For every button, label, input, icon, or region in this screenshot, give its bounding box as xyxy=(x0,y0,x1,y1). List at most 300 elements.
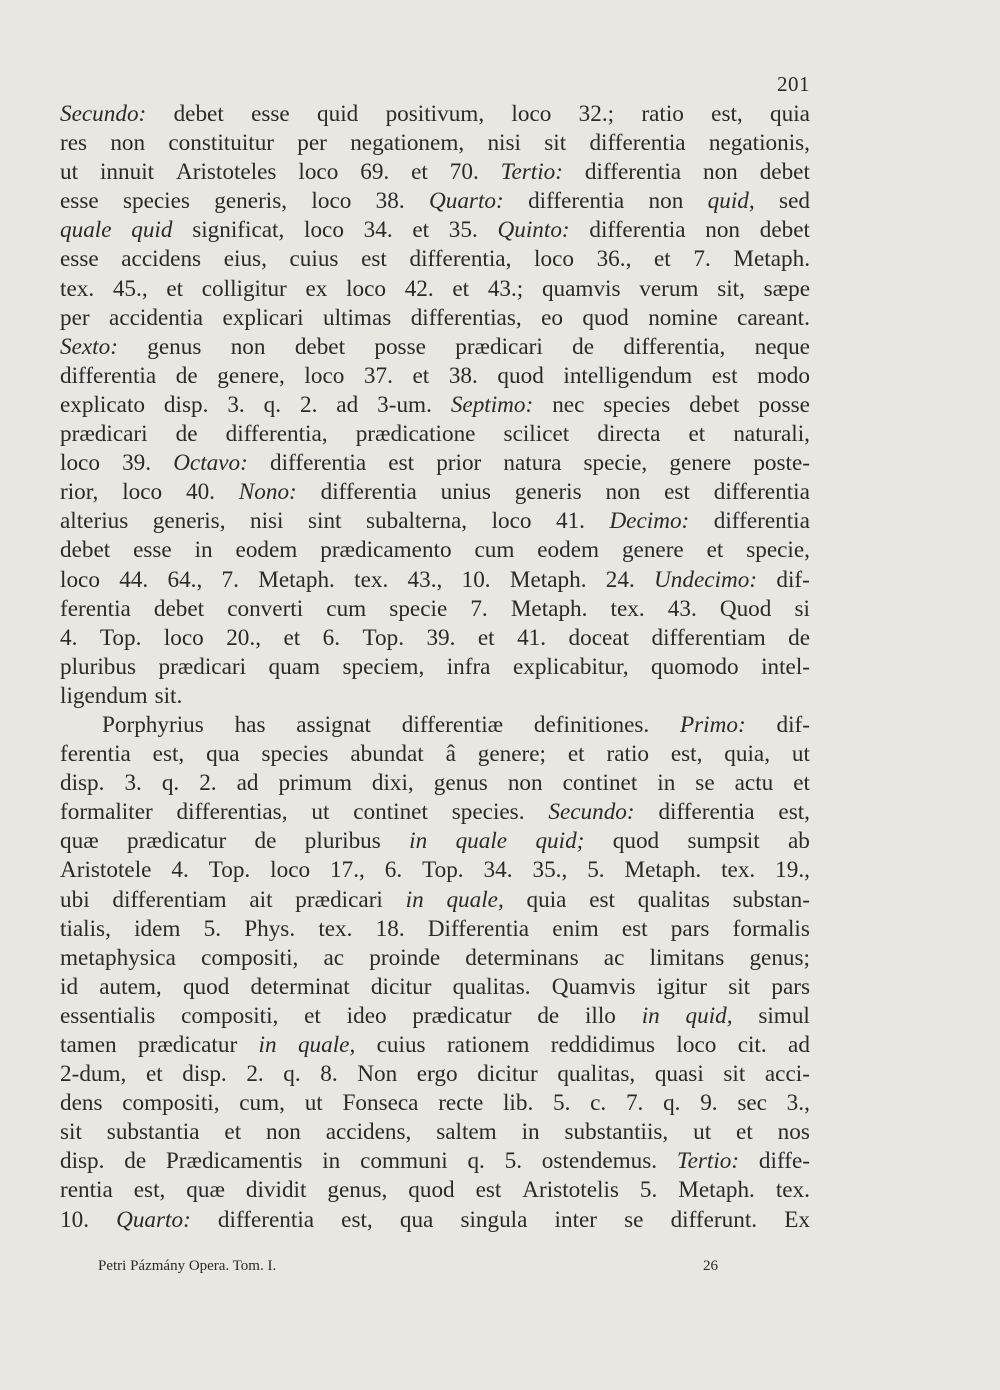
word: speciem, xyxy=(342,653,425,680)
word: dixi, xyxy=(371,770,414,797)
word: et xyxy=(412,362,430,389)
text-line xyxy=(60,158,810,187)
word: et xyxy=(411,159,428,186)
word: differentiæ xyxy=(401,711,504,738)
word: cuius xyxy=(289,246,339,273)
word: 35., xyxy=(532,857,568,884)
word: loco xyxy=(676,1032,717,1058)
word: tex. xyxy=(60,275,95,302)
word: si xyxy=(794,595,810,622)
word: differentiam xyxy=(651,624,766,651)
word: ultimas xyxy=(322,304,392,331)
italic-word: quale, xyxy=(446,886,504,913)
word: differentia xyxy=(528,188,625,215)
word: qualitas. xyxy=(452,973,531,1000)
word: et xyxy=(224,1119,242,1146)
word: qua xyxy=(206,741,240,768)
word: ex xyxy=(305,275,328,302)
italic-word: Nono: xyxy=(238,479,297,506)
word: ratio xyxy=(606,741,649,768)
italic-word: in xyxy=(258,1032,277,1058)
word: pluribus xyxy=(304,828,381,855)
word: Fonseca xyxy=(342,1090,419,1117)
word: in xyxy=(657,770,676,797)
word: specie, xyxy=(746,537,810,564)
word: loco xyxy=(491,508,532,535)
word: 18. xyxy=(375,915,405,942)
word: dif- xyxy=(776,711,810,738)
word: quia, xyxy=(724,741,771,768)
word: disp. xyxy=(182,1061,227,1088)
word: 40. xyxy=(185,479,215,506)
italic-word: quid, xyxy=(685,1002,733,1029)
text-line xyxy=(60,624,810,653)
word: et xyxy=(166,275,184,302)
word: et xyxy=(283,624,301,651)
word: 2-dum, xyxy=(60,1061,127,1088)
word: nomine xyxy=(648,304,718,331)
word: est, xyxy=(670,741,703,768)
text-line xyxy=(60,1206,810,1235)
word: accidens xyxy=(121,246,202,273)
word: acci- xyxy=(764,1061,810,1088)
word: cuius xyxy=(376,1032,426,1058)
text-line xyxy=(60,478,810,507)
word: non xyxy=(110,130,146,157)
text-line xyxy=(60,275,810,304)
italic-word: in xyxy=(409,828,428,855)
text-line xyxy=(60,362,810,391)
word: verum xyxy=(639,275,699,302)
word: differentia xyxy=(584,159,682,186)
word: essentialis xyxy=(60,1002,156,1029)
word: per xyxy=(297,130,327,157)
word: 34. xyxy=(363,217,393,244)
word: species xyxy=(603,391,671,418)
word: recte xyxy=(438,1090,484,1117)
word: non xyxy=(648,188,684,215)
text-line xyxy=(60,915,810,944)
word: et xyxy=(567,741,585,768)
word: substan- xyxy=(732,886,810,913)
text-line xyxy=(60,216,810,245)
italic-word: Sexto: xyxy=(60,333,118,360)
word: esse xyxy=(60,246,99,273)
word: prædicatur xyxy=(127,828,227,855)
word: 24. xyxy=(605,566,635,593)
word: loco xyxy=(534,246,574,273)
word: actu xyxy=(734,770,774,797)
word: debet xyxy=(153,595,205,622)
word: sumpsit xyxy=(687,828,760,855)
word: quia xyxy=(770,101,810,127)
word: continet xyxy=(353,799,428,826)
word: determinat xyxy=(250,973,350,1000)
word: Top. xyxy=(208,857,251,884)
text-line xyxy=(60,536,810,565)
word: sit xyxy=(728,973,751,1000)
text-line xyxy=(60,682,810,711)
word: compositi, xyxy=(181,1002,279,1029)
word: genere; xyxy=(477,741,546,768)
word: nos xyxy=(777,1119,810,1146)
word: est xyxy=(711,362,738,389)
word: q. xyxy=(263,391,282,418)
word: differentia xyxy=(270,450,367,477)
word: quod xyxy=(182,973,230,1000)
word: 20., xyxy=(226,624,261,651)
word: differentia, xyxy=(623,333,726,360)
word: ideo xyxy=(346,1002,387,1029)
text-line xyxy=(60,245,810,274)
word: tex. xyxy=(721,857,756,884)
italic-word: quale xyxy=(455,828,508,855)
word: 36., xyxy=(596,246,632,273)
word: â xyxy=(445,741,456,768)
word: nisi xyxy=(487,130,521,157)
word: ut xyxy=(791,741,810,768)
word: 5. xyxy=(504,1148,522,1175)
word: 3-um. xyxy=(377,391,432,418)
page-footer xyxy=(98,1258,718,1275)
word: primum xyxy=(278,770,352,797)
word: de xyxy=(572,333,595,360)
word: debet xyxy=(173,101,224,127)
word: sed xyxy=(779,188,810,215)
word: cit. xyxy=(737,1032,767,1058)
word: de xyxy=(788,624,810,651)
text-line xyxy=(60,973,810,1002)
text-line xyxy=(60,187,810,216)
word: c. xyxy=(590,1090,607,1117)
word: species. xyxy=(451,799,525,826)
word: explicato xyxy=(60,391,145,418)
word: de xyxy=(124,1148,147,1175)
word: 8. xyxy=(320,1061,338,1088)
word: differentia xyxy=(217,1206,315,1233)
word: de xyxy=(175,421,198,448)
word: Quamvis xyxy=(551,973,636,1000)
word: explicari xyxy=(222,304,304,331)
word: et xyxy=(736,1119,753,1146)
word: innuit xyxy=(99,159,155,186)
word: genus, xyxy=(327,1177,388,1204)
word: genere xyxy=(621,537,684,564)
word: loco xyxy=(163,624,204,651)
word: se xyxy=(695,770,715,797)
text-line xyxy=(60,1089,810,1118)
body-text xyxy=(60,100,810,1235)
word: explicabitur, xyxy=(512,653,629,680)
word: non xyxy=(266,1119,301,1146)
word: et xyxy=(477,624,495,651)
word: 70. xyxy=(449,159,479,186)
word: directa xyxy=(597,421,661,448)
word: Differentia xyxy=(427,915,530,942)
word: Metaph. xyxy=(678,1177,755,1204)
word: formalis xyxy=(732,915,810,942)
word: q. xyxy=(467,1148,485,1175)
word: 5. xyxy=(587,857,605,884)
word: non xyxy=(702,159,738,186)
word: lib. xyxy=(502,1090,534,1117)
word: 42. xyxy=(404,275,434,302)
word: differentia xyxy=(60,362,157,389)
word: quasi xyxy=(654,1061,704,1088)
italic-word: quale, xyxy=(297,1032,356,1058)
word: debet xyxy=(759,217,810,244)
word: loco xyxy=(60,450,100,477)
word: tialis, xyxy=(60,915,111,942)
word: disp. xyxy=(163,391,209,418)
word: ratio xyxy=(641,101,684,127)
word: loco xyxy=(304,362,345,389)
word: prior xyxy=(436,450,482,477)
word: ergo xyxy=(416,1061,458,1088)
word: in xyxy=(521,1119,540,1146)
word: 3., xyxy=(786,1090,810,1117)
word: tamen xyxy=(60,1032,117,1058)
italic-word: in xyxy=(405,886,424,913)
word: est, xyxy=(778,799,810,826)
word: significat, xyxy=(192,217,285,244)
word: generis xyxy=(514,479,582,506)
word: intelligendum xyxy=(563,362,693,389)
word: negationem, xyxy=(350,130,465,157)
word: quomodo xyxy=(651,653,739,680)
word: colligitur xyxy=(201,275,287,302)
word: dicitur xyxy=(477,1061,538,1088)
word: est xyxy=(664,479,690,506)
word: igitur xyxy=(656,973,707,1000)
italic-word: quale xyxy=(60,217,112,244)
word: qualitas, xyxy=(557,1061,636,1088)
word: 34. xyxy=(483,857,513,884)
word: ut xyxy=(304,1090,323,1117)
word: cum, xyxy=(239,1090,285,1117)
word: 35. xyxy=(448,217,478,244)
word: compositi, xyxy=(201,944,299,971)
word: cum xyxy=(326,595,367,622)
word: Quod xyxy=(719,595,772,622)
word: prædicatione xyxy=(355,421,476,448)
word: 3. xyxy=(227,391,245,418)
word: est xyxy=(475,1177,502,1204)
word: 6. xyxy=(384,857,403,884)
word: 2. xyxy=(299,391,318,418)
word: et xyxy=(688,421,706,448)
text-line xyxy=(60,944,810,973)
word: loco xyxy=(298,159,339,186)
word: Aristotele xyxy=(60,857,152,884)
word: qua xyxy=(399,1206,434,1233)
word: loco xyxy=(346,275,386,302)
word: limitans xyxy=(649,944,725,971)
word: 39. xyxy=(426,624,456,651)
word: esse xyxy=(251,101,290,127)
word: in xyxy=(322,1148,341,1175)
word: q. xyxy=(161,770,180,797)
word: Metaph. xyxy=(509,566,587,593)
word: Prædicamentis xyxy=(165,1148,303,1175)
word: dens xyxy=(60,1090,103,1117)
word: est xyxy=(621,915,648,942)
word: ait xyxy=(249,886,273,913)
word: Non xyxy=(357,1061,398,1088)
word: posse xyxy=(374,333,426,360)
word: Porphyrius xyxy=(102,711,204,738)
word: differentias, xyxy=(410,304,522,331)
word: sint xyxy=(307,508,342,535)
italic-word: in xyxy=(641,1002,660,1029)
word: 19., xyxy=(775,857,810,884)
word: Metaph. xyxy=(510,595,588,622)
word: unius xyxy=(440,479,491,506)
word: alterius xyxy=(60,508,129,535)
word: Top. xyxy=(99,624,142,651)
italic-word: Secundo: xyxy=(60,101,147,127)
word: res xyxy=(60,130,88,157)
word: 43.; xyxy=(487,275,524,302)
word: sit. xyxy=(154,682,183,709)
text-line xyxy=(60,769,810,798)
word: 4. xyxy=(171,857,189,884)
word: diffe- xyxy=(758,1148,810,1175)
word: ut xyxy=(693,1119,712,1146)
text-line xyxy=(60,333,810,362)
text-line xyxy=(60,391,810,420)
word: quod xyxy=(582,304,629,331)
word: natura xyxy=(503,450,562,477)
word: genere, xyxy=(217,362,285,389)
word: esse xyxy=(60,188,99,215)
italic-word: Secundo: xyxy=(548,799,635,826)
word: tex. xyxy=(318,915,353,942)
word: quæ xyxy=(60,828,99,855)
word: eo xyxy=(541,304,563,331)
word: est, xyxy=(152,741,185,768)
italic-word: quid, xyxy=(707,188,755,215)
word: enim xyxy=(552,915,599,942)
word: doceat xyxy=(568,624,630,651)
word: debet xyxy=(759,159,810,186)
word: prædicari xyxy=(60,421,148,448)
italic-word: Decimo: xyxy=(609,508,690,535)
word: specie xyxy=(389,595,448,622)
word: Aristoteles xyxy=(176,159,277,186)
word: 7. xyxy=(625,1090,644,1117)
word: esse xyxy=(133,537,172,564)
word: assignat xyxy=(296,711,371,738)
text-line xyxy=(60,1118,810,1147)
word: et xyxy=(412,217,430,244)
word: est, xyxy=(133,1177,166,1204)
word: converti xyxy=(227,595,304,622)
word: loco xyxy=(60,566,100,593)
word: sec xyxy=(737,1090,767,1117)
word: illo xyxy=(584,1002,616,1029)
word: 7. xyxy=(470,595,488,622)
word: 6. xyxy=(322,624,341,651)
word: 7. xyxy=(221,566,239,593)
word: eius, xyxy=(223,246,267,273)
word: accidentia xyxy=(109,304,204,331)
word: negationis, xyxy=(708,130,810,157)
word: generis, xyxy=(152,508,226,535)
word: Top. xyxy=(422,857,464,884)
word: se xyxy=(624,1206,644,1233)
italic-word: Tertio: xyxy=(676,1148,740,1175)
text-line xyxy=(60,653,810,682)
word: has xyxy=(234,711,266,738)
word: rationem xyxy=(446,1032,530,1058)
text-line xyxy=(60,449,810,478)
word: quid xyxy=(317,101,359,127)
word: species xyxy=(122,188,190,215)
text-line xyxy=(60,827,810,856)
word: differentias, xyxy=(176,799,288,826)
word: 9. xyxy=(700,1090,718,1117)
word: genus xyxy=(433,770,488,797)
word: careant. xyxy=(737,304,810,331)
word: non xyxy=(705,217,740,244)
italic-word: Quarto: xyxy=(429,188,504,215)
word: differentia xyxy=(320,479,417,506)
word: Ex xyxy=(784,1206,810,1233)
word: naturali, xyxy=(733,421,810,448)
word: sit xyxy=(723,1061,746,1088)
word: differentia xyxy=(658,799,755,826)
word: saltem xyxy=(436,1119,497,1146)
italic-word: Undecimo: xyxy=(654,566,758,593)
word: est, xyxy=(341,1206,373,1233)
word: ligendum xyxy=(60,682,148,709)
word: determinans xyxy=(465,944,579,971)
word: pluribus xyxy=(60,653,137,680)
word: quia xyxy=(526,886,567,913)
word: et xyxy=(452,275,470,302)
word: substantiis, xyxy=(564,1119,669,1146)
word: 5. xyxy=(639,1177,658,1204)
word: 2. xyxy=(246,1061,264,1088)
word: scilicet xyxy=(503,421,570,448)
word: q. xyxy=(283,1061,301,1088)
text-line xyxy=(60,1002,810,1031)
word: prædicatur xyxy=(412,1002,512,1029)
word: Metaph. xyxy=(624,857,702,884)
word: prædicatur xyxy=(138,1032,238,1058)
text-line xyxy=(60,304,810,333)
word: et xyxy=(653,246,671,273)
word: pars xyxy=(771,973,810,1000)
word: non xyxy=(605,479,641,506)
word: dicitur xyxy=(370,973,432,1000)
word: species xyxy=(261,741,329,768)
word: positivum, xyxy=(385,101,485,127)
word: inter xyxy=(554,1206,598,1233)
word: poste- xyxy=(753,450,810,477)
word: 3. xyxy=(124,770,142,797)
word: et xyxy=(793,770,810,797)
text-line xyxy=(60,1031,810,1060)
word: et xyxy=(706,537,724,564)
word: formaliter xyxy=(60,799,153,826)
italic-word: Octavo: xyxy=(173,450,248,477)
word: prædicari xyxy=(158,653,247,680)
word: 38. xyxy=(375,188,405,215)
text-line xyxy=(60,1147,810,1176)
word: modo xyxy=(757,362,810,389)
